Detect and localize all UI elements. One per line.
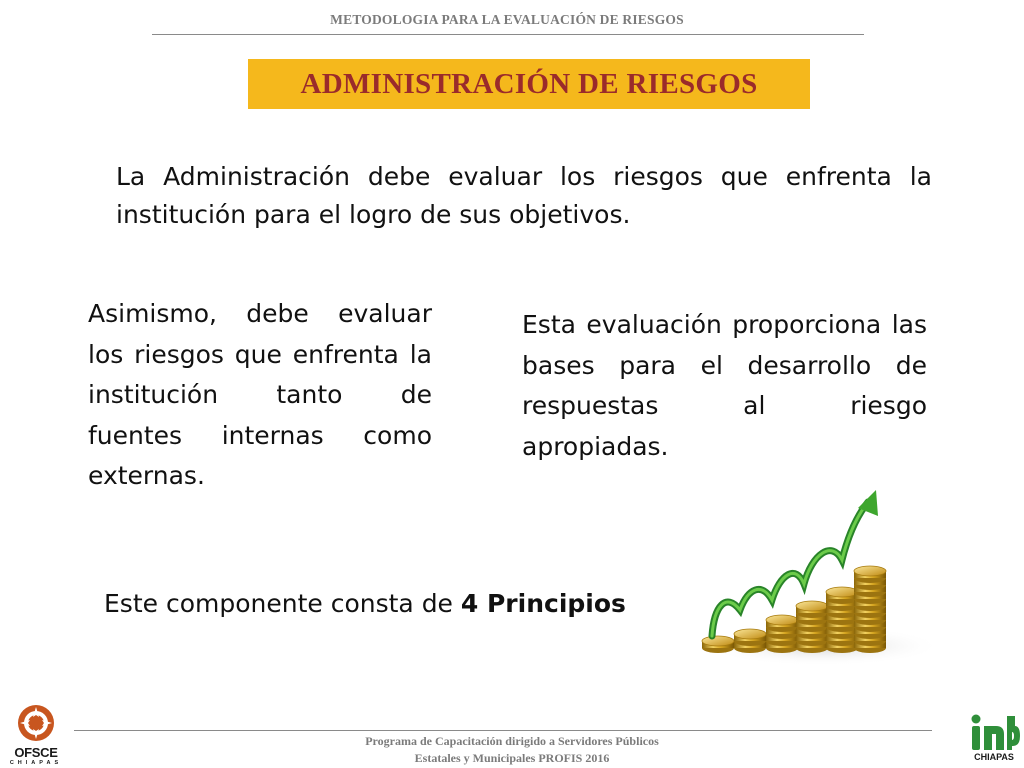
footer-text [262, 733, 762, 767]
coin-top [854, 566, 886, 576]
iap-logo-icon [966, 712, 1022, 752]
ofsce-emblem-icon [4, 703, 68, 747]
intro-paragraph: La Administración debe evaluar los riesgos que enfrenta la institución para el logro de sus objetivos. [116, 162, 932, 229]
ofsce-logo [4, 703, 68, 767]
footer-divider [74, 730, 932, 731]
principles-prefix: Este componente consta de [104, 589, 461, 618]
coin-top [796, 601, 828, 611]
ofsce-name: OFSCE [14, 745, 58, 760]
right-paragraph: Esta evaluación proporciona las bases para el desarrollo de respuestas al riesgo apropiadas. [522, 310, 927, 461]
section-banner [248, 59, 810, 109]
coin-top [766, 615, 798, 625]
principles-statement [104, 585, 684, 623]
iap-caption: CHIAPAS [974, 752, 1014, 762]
footer-line-1: Programa de Capacitación dirigido a Servidores Públicos [365, 734, 659, 748]
iap-chiapas-logo [966, 712, 1022, 766]
coin-top [702, 636, 734, 646]
ofsce-subtitle: CHIAPAS [9, 760, 63, 766]
coin-top [826, 587, 858, 597]
header-title: METODOLOGIA PARA LA EVALUACIÓN DE RIESGOS [330, 12, 684, 27]
principles-count: 4 Principios [460, 589, 626, 618]
left-paragraph: Asimismo, debe evaluar los riesgos que enfrenta la institución tanto de fuentes internas como externas. [88, 299, 432, 490]
section-title: ADMINISTRACIÓN DE RIESGOS [300, 67, 758, 100]
coin-top [734, 629, 766, 639]
header-divider [152, 34, 864, 35]
footer-line-2: Estatales y Municipales PROFIS 2016 [414, 751, 610, 765]
growing-coin-stacks-with-arrow-icon [692, 488, 938, 668]
